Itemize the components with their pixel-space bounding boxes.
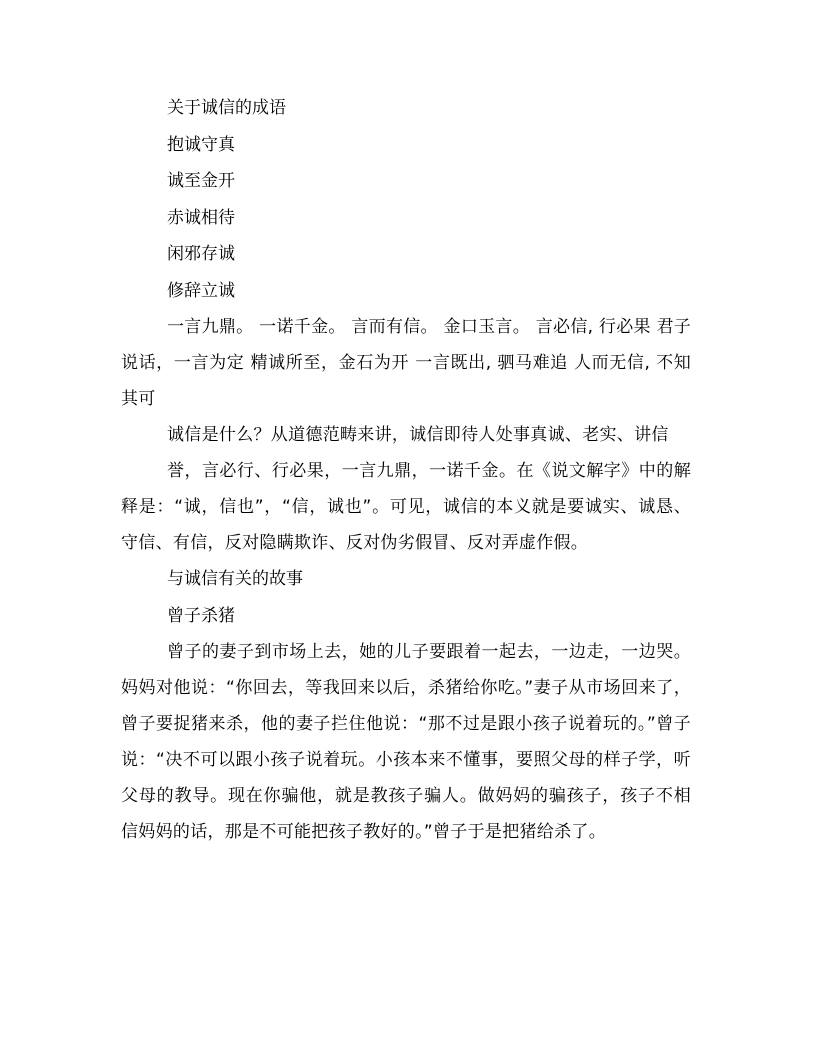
definition-paragraph-2: 誉，言必行、行必果，一言九鼎，一诺千金。在《说文解字》中的解释是：“诚，信也”，“信，诚也”。可见，诚信的本义就是要诚实、诚恳、守信、有信，反对隐瞒欺诈、反对伪劣假冒、反对弄虚作假。 [121,461,691,553]
idiom-item: 赤诚相待 [167,207,235,228]
idiom-item: 修辞立诚 [167,280,235,301]
document-body [121,90,691,850]
idiom-item: 诚至金开 [167,171,235,191]
idiom-item: 抱诚守真 [167,134,235,155]
story-paragraph: 曾子的妻子到市场上去，她的儿子要跟着一起去，一边走，一边哭。妈妈对他说：“你回去，等我回来以后，杀猪给你吃。”妻子从市场回来了，曾子要捉猪来杀，他的妻子拦住他说：“那不过是跟小孩子说着玩的。”曾子说：“决不可以跟小孩子说着玩。小孩本来不懂事，要照父母的样子学，听父母的教导。现在你骗他，就是教孩子骗人。做妈妈的骗孩子，孩子不相信妈妈的话，那是不可能把孩子教好的。”曾子于是把猪给杀了。 [121,642,691,842]
proverbs-paragraph: 一言九鼎。 一诺千金。 言而有信。 金口玉言。 言必信, 行必果 君子说话，一言为定 精诚所至，金石为开 一言既出, 驷马难追 人而无信, 不知其可 [121,317,691,409]
section-heading-idioms: 关于诚信的成语 [167,98,286,118]
definition-paragraph-1: 诚信是什么？从道德范畴来讲，诚信即待人处事真诚、老实、讲信 [167,425,669,445]
idiom-item: 闲邪存诚 [167,244,235,264]
section-heading-stories: 与诚信有关的故事 [167,569,303,589]
story-title: 曾子杀猪 [167,605,235,626]
